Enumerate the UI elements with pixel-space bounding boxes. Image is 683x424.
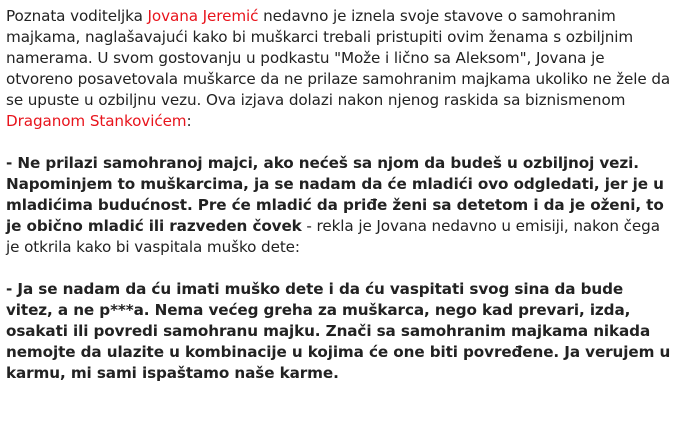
intro-text-middle: nedavno je iznela svoje stavove o samohranim majkama, naglašavajući kako bi muškarci trebali pristupiti ovim ženama s ozbiljnim namerama. U svom gostovanju u podkastu "Može i lično sa Aleksom", Jovana je otvoreno posavetovala muškarce da ne prilaze samohranim majkama ukoliko ne žele da se upuste u ozbiljnu vezu. Ova izjava dolazi nakon njenog raskida sa biznismenom — [6, 7, 671, 109]
quote-1-bold-text: Ne prilazi samohranoj majci, ako nećeš sa njom da budeš u ozbiljnoj vezi. Napominjem to muškarcima, ja se nadam da će mladići ovo odgledati, jer je u mladićima budućnost. Pre će mladić da priđe ženi sa detetom i da je oženi, to je obično mladić ili razveden čovek — [6, 154, 664, 235]
intro-text-start: Poznata voditeljka — [6, 7, 148, 25]
intro-text-end: : — [186, 112, 192, 130]
quote-1-attribution: - rekla je Jovana nedavno u emisiji, nakon čega je otkrila kako bi vaspitala muško dete: — [6, 217, 660, 256]
quote-2-dash: - — [6, 280, 18, 298]
quote-paragraph-2 — [6, 279, 673, 384]
quote-2-bold-text: Ja se nadam da ću imati muško dete i da ću vaspitati svog sina da bude vitez, a ne p***a. Nema većeg greha za muškarca, nego kad prevari, izda, osakati ili povredi samohranu majku. Znači sa samohranim majkama nikada nemojte da ulazite u kombinacije u kojima će one biti povređene. Ja verujem u karmu, mi sami ispaštamo naše karme. — [6, 280, 671, 382]
dragan-stankovic-link[interactable]: Draganom Stankovićem — [6, 112, 187, 130]
jovana-jeremic-link[interactable]: Jovana Jeremić — [147, 7, 259, 25]
quote-paragraph-1 — [6, 153, 673, 258]
quote-1-dash: - — [6, 154, 18, 172]
intro-paragraph — [6, 6, 673, 132]
